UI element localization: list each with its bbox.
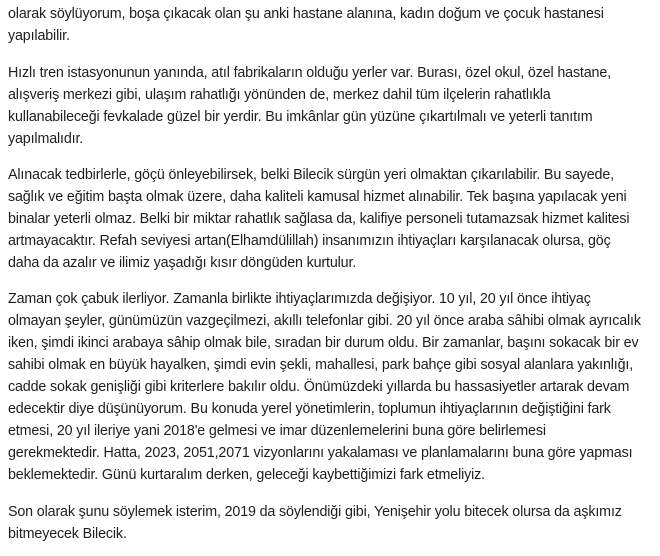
paragraph-migration	[8, 164, 660, 274]
text-line: kullanabileceği fevkalade güzel bir yerdir. Bu imkânlar gün yüzüne çıkartılmalı ve yeterli tanıtım	[8, 109, 593, 125]
text-line: Hızlı tren istasyonunun yanında, atıl fabrikaların olduğu yerler var. Burası, özel okul, özel hastane,	[8, 65, 611, 81]
paragraph-time-needs	[8, 288, 660, 486]
text-line: daha da azalır ve ilimiz yaşadığı kısır döngüden kurtulur.	[8, 255, 357, 271]
text-line: gerekmektedir. Hatta, 2023, 2051,2071 vizyonlarını yakalaması ve planlamalarını buna göre yapması	[8, 445, 633, 461]
text-line: iken, şimdi ikinci arabaya sâhip olmak bile, sıradan bir durum oldu. Bir zamanlar, başını sokacak bir ev	[8, 335, 639, 351]
text-line: olarak söylüyorum, boşa çıkacak olan şu anki hastane alanına, kadın doğum ve çocuk hastanesi	[8, 6, 604, 22]
paragraph-train-station	[8, 62, 660, 150]
paragraph-closing	[8, 501, 660, 545]
text-line: binalar yeterli olmaz. Belki bir miktar rahatlık sağlasa da, kalifiye personeli tutamazsak hizmet kalitesi	[8, 211, 630, 227]
text-line: Alınacak tedbirlerle, göçü önleyebilirsek, belki Bilecik sürgün yeri olmaktan çıkarılabilir. Bu sayede,	[8, 167, 614, 183]
text-line: Zaman çok çabuk ilerliyor. Zamanla birlikte ihtiyaçlarımızda değişiyor. 10 yıl, 20 yıl önce ihtiyaç	[8, 291, 591, 307]
text-line: cadde sokak genişliği gibi kriterlere bakılır oldu. Önümüzdeki yıllarda bu hassasiyetler artarak devam	[8, 379, 630, 395]
text-line: bitmeyecek Bilecik.	[8, 526, 127, 542]
text-line: sağlık ve eğitim başta olmak üzere, daha kaliteli kamusal hizmet alınabilir. Tek başına yapılacak yeni	[8, 189, 627, 205]
text-line: yapılabilir.	[8, 28, 70, 44]
text-line: artmayacaktır. Refah seviyesi artan(Elhamdülillah) insanımızın ihtiyaçları karşılanacak olursa, göç	[8, 233, 611, 249]
text-line: edecektir diye düşünüyorum. Bu konuda yerel yönetimlerin, toplumun ihtiyaçlarının değiştiğini fark	[8, 401, 611, 417]
text-line: etmesi, 20 yıl ileriye yani 2018'e gelmesi ve imar düzenlemelerini buna göre belirlemesi	[8, 423, 546, 439]
paragraph-hospital	[8, 3, 660, 47]
text-line: Son olarak şunu söylemek isterim, 2019 da söylendiği gibi, Yenişehir yolu bitecek olursa da aşkımız	[8, 504, 622, 520]
text-line: alışveriş merkezi gibi, ulaşım rahatlığı yönünden de, merkez dahil tüm ilçelerin rahatlıkla	[8, 87, 551, 103]
text-line: sahibi olmak en büyük hayalken, şimdi evin şekli, mahallesi, park bahçe gibi sosyal alanlara yakınlığı,	[8, 357, 634, 373]
text-line: yapılmalıdır.	[8, 131, 84, 147]
text-line: beklemektedir. Günü kurtaralım derken, geleceği kaybettiğimizi fark etmeliyiz.	[8, 467, 485, 483]
text-line: olmayan şeyler, günümüzün vazgeçilmezi, akıllı telefonlar gibi. 20 yıl önce araba sâhibi olmak ayrıcalık	[8, 313, 641, 329]
